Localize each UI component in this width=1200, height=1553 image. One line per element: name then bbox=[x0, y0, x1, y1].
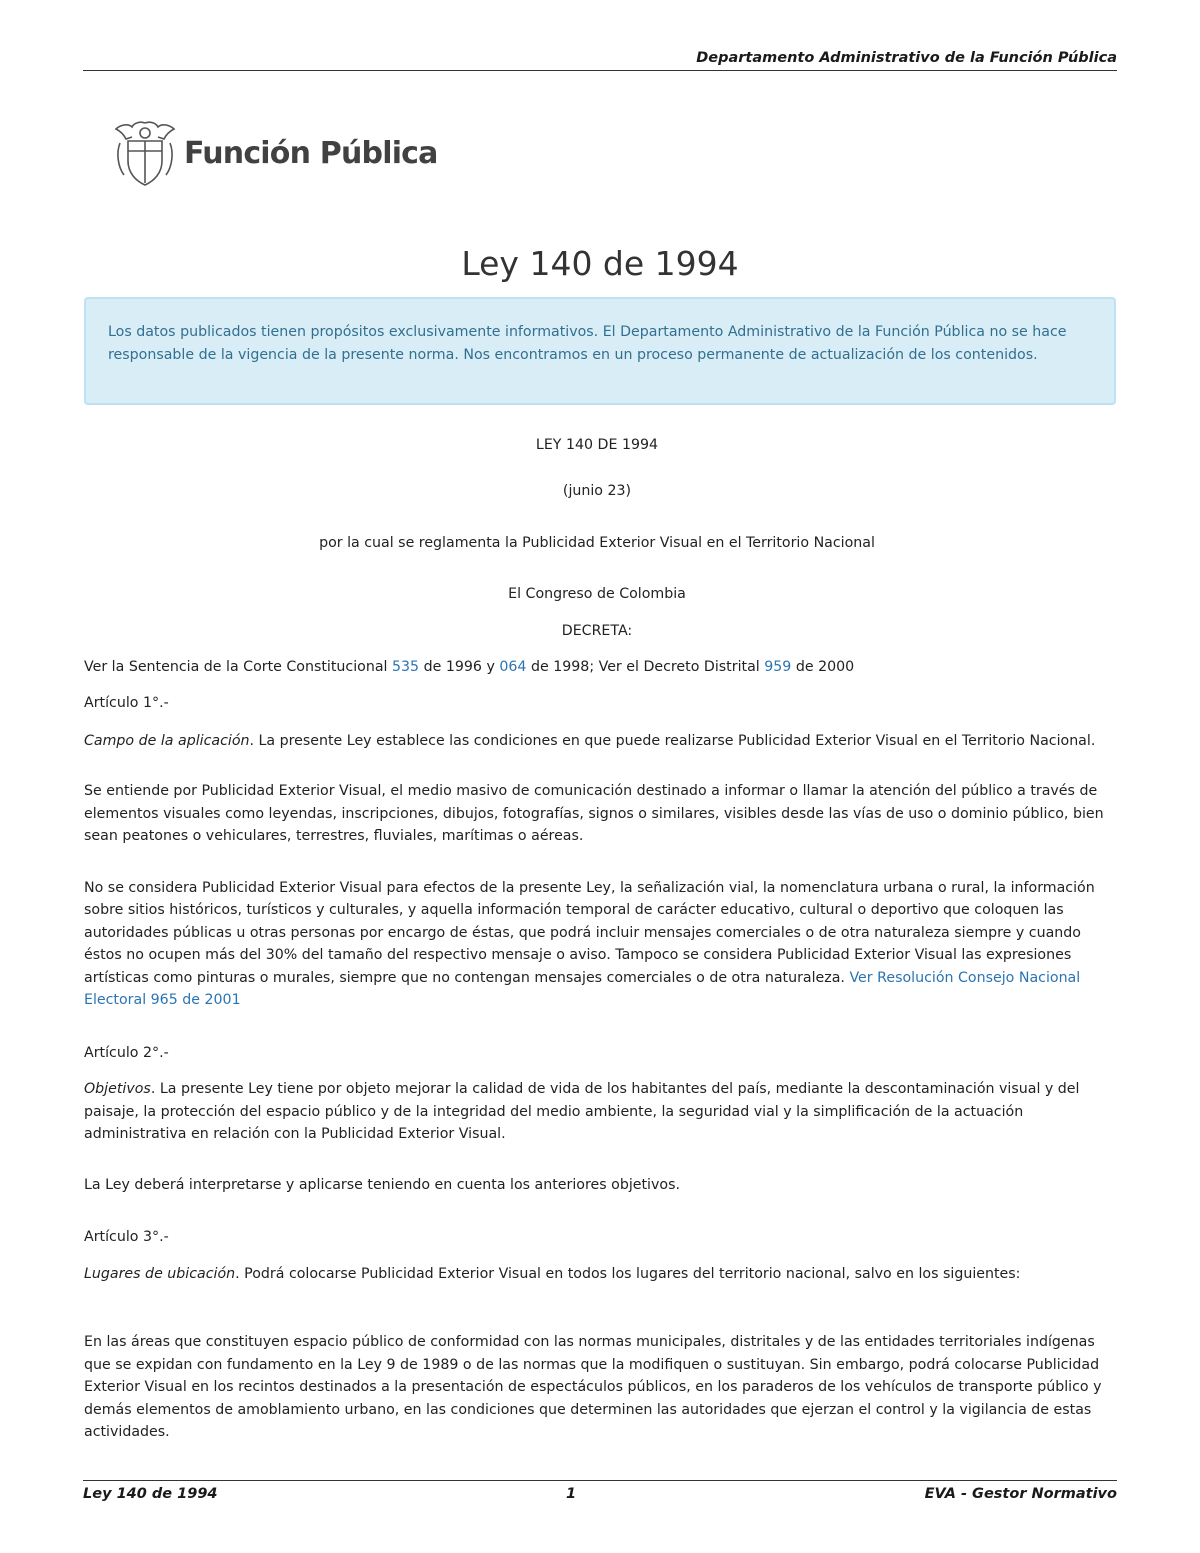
law-congress: El Congreso de Colombia bbox=[508, 585, 686, 602]
article-3-body: . Podrá colocarse Publicidad Exterior Visual en todos los lugares del territorio nacional, salvo en los siguientes: bbox=[235, 1265, 1021, 1282]
article-2-label: Artículo 2°.- bbox=[84, 1044, 169, 1061]
sentencia-064-link[interactable]: 064 bbox=[499, 658, 527, 675]
footer-system-name: EVA - Gestor Normativo bbox=[924, 1486, 1117, 1502]
disclaimer-notice bbox=[84, 297, 1116, 405]
footer-law-title: Ley 140 de 1994 bbox=[83, 1486, 218, 1502]
logo bbox=[110, 117, 438, 189]
law-heading: LEY 140 DE 1994 bbox=[535, 437, 659, 453]
article-1-paragraph-3 bbox=[84, 877, 1110, 1012]
article-2-body: . La presente Ley tiene por objeto mejorar la calidad de vida de los habitantes del país, mediante la descontaminación visual y del paisaje, la protección del espacio público y de la integridad del medio ambiente, la seguridad vial y la simplificación de la actuación administrativa en relación con la Publicidad Exterior Visual. bbox=[84, 1081, 1080, 1142]
header-institution: Departamento Administrativo de la Función Pública bbox=[696, 50, 1117, 66]
article-3-title: Lugares de ubicación bbox=[84, 1265, 236, 1282]
sentencia-535-link[interactable]: 535 bbox=[391, 658, 420, 675]
article-2-title: Objetivos bbox=[84, 1081, 151, 1097]
article-3-paragraph-2: En las áreas que constituyen espacio público de conformidad con las normas municipales, distritales y de las entidades territoriales indígenas que se expidan con fundamento en la Ley 9 de 1989 o de las normas que la modifiquen o sustituyan. Sin embargo, podrá colocarse Publicidad Exterior Visual en los recintos destinados a la presentación de espectáculos públicos, en los paraderos de los vehículos de transporte público y demás elementos de amoblamiento urbano, en las condiciones que determinen las autoridades que ejerzan el control y la vigilancia de estas actividades. bbox=[84, 1334, 1102, 1440]
references-prefix: Ver la Sentencia de la Corte Constitucional bbox=[84, 658, 392, 675]
page-footer bbox=[83, 1480, 1117, 1502]
logo-text: Función Pública bbox=[184, 135, 438, 171]
notice-text: Los datos publicados tienen propósitos exclusivamente informativos. El Departamento Administrativo de la Función Pública no se hace responsable de la vigencia de la presente norma. Nos encontramos en un proceso permanente de actualización de los contenidos. bbox=[108, 324, 1067, 363]
law-content bbox=[84, 434, 1110, 1444]
references-suffix: de 2000 bbox=[791, 658, 855, 675]
decreto-959-link[interactable]: 959 bbox=[764, 658, 792, 675]
footer-page-number: 1 bbox=[566, 1486, 577, 1502]
article-1-label: Artículo 1°.- bbox=[84, 695, 169, 711]
article-1-body: . La presente Ley establece las condiciones en que puede realizarse Publicidad Exterior Visual en el Territorio Nacional. bbox=[249, 732, 1096, 749]
references-line bbox=[84, 656, 1110, 679]
page-title: Ley 140 de 1994 bbox=[461, 244, 739, 283]
article-1-text bbox=[84, 730, 1110, 753]
article-1-paragraph-2: Se entiende por Publicidad Exterior Visual, el medio masivo de comunicación destinado a informar o llamar la atención del público a través de elementos visuales como leyendas, inscripciones, dibujos, fotografías, signos o similares, visibles desde las vías de uso o dominio público, bien sean peatones o vehiculares, terrestres, fluviales, marítimas o aéreas. bbox=[84, 783, 1104, 844]
article-2-paragraph-2: La Ley deberá interpretarse y aplicarse teniendo en cuenta los anteriores objetivos. bbox=[84, 1176, 680, 1193]
article-3-text bbox=[84, 1263, 1110, 1286]
law-subject: por la cual se reglamenta la Publicidad Exterior Visual en el Territorio Nacional bbox=[319, 535, 875, 551]
law-decreta: DECRETA: bbox=[561, 623, 633, 639]
resolucion-965-link[interactable]: Ver Resolución Consejo Nacional Electoral 965 de 2001 bbox=[84, 969, 1081, 1008]
law-date: (junio 23) bbox=[562, 482, 632, 499]
references-mid2: de 1998; Ver el Decreto Distrital bbox=[526, 658, 765, 675]
coat-of-arms-icon bbox=[110, 117, 180, 189]
article-1-p3-text: No se considera Publicidad Exterior Visual para efectos de la presente Ley, la señalización vial, la nomenclatura urbana o rural, la información sobre sitios históricos, turísticos y culturales, y aquella información temporal de carácter educativo, cultural o deportivo que coloquen las autoridades públicas u otras personas por encargo de éstas, que podrá incluir mensajes comerciales o de otra naturaleza siempre y cuando éstos no ocupen más del 30% del tamaño del respectivo mensaje o aviso. Tampoco se considera Publicidad Exterior Visual las expresiones artísticas como pinturas o murales, siempre que no contengan mensajes comerciales o de otra naturaleza. bbox=[84, 879, 1095, 986]
article-2-text bbox=[84, 1078, 1110, 1146]
page-header bbox=[83, 50, 1117, 71]
article-1-title: Campo de la aplicación bbox=[84, 732, 250, 749]
article-3-label: Artículo 3°.- bbox=[84, 1229, 169, 1245]
references-mid1: de 1996 y bbox=[419, 658, 500, 675]
